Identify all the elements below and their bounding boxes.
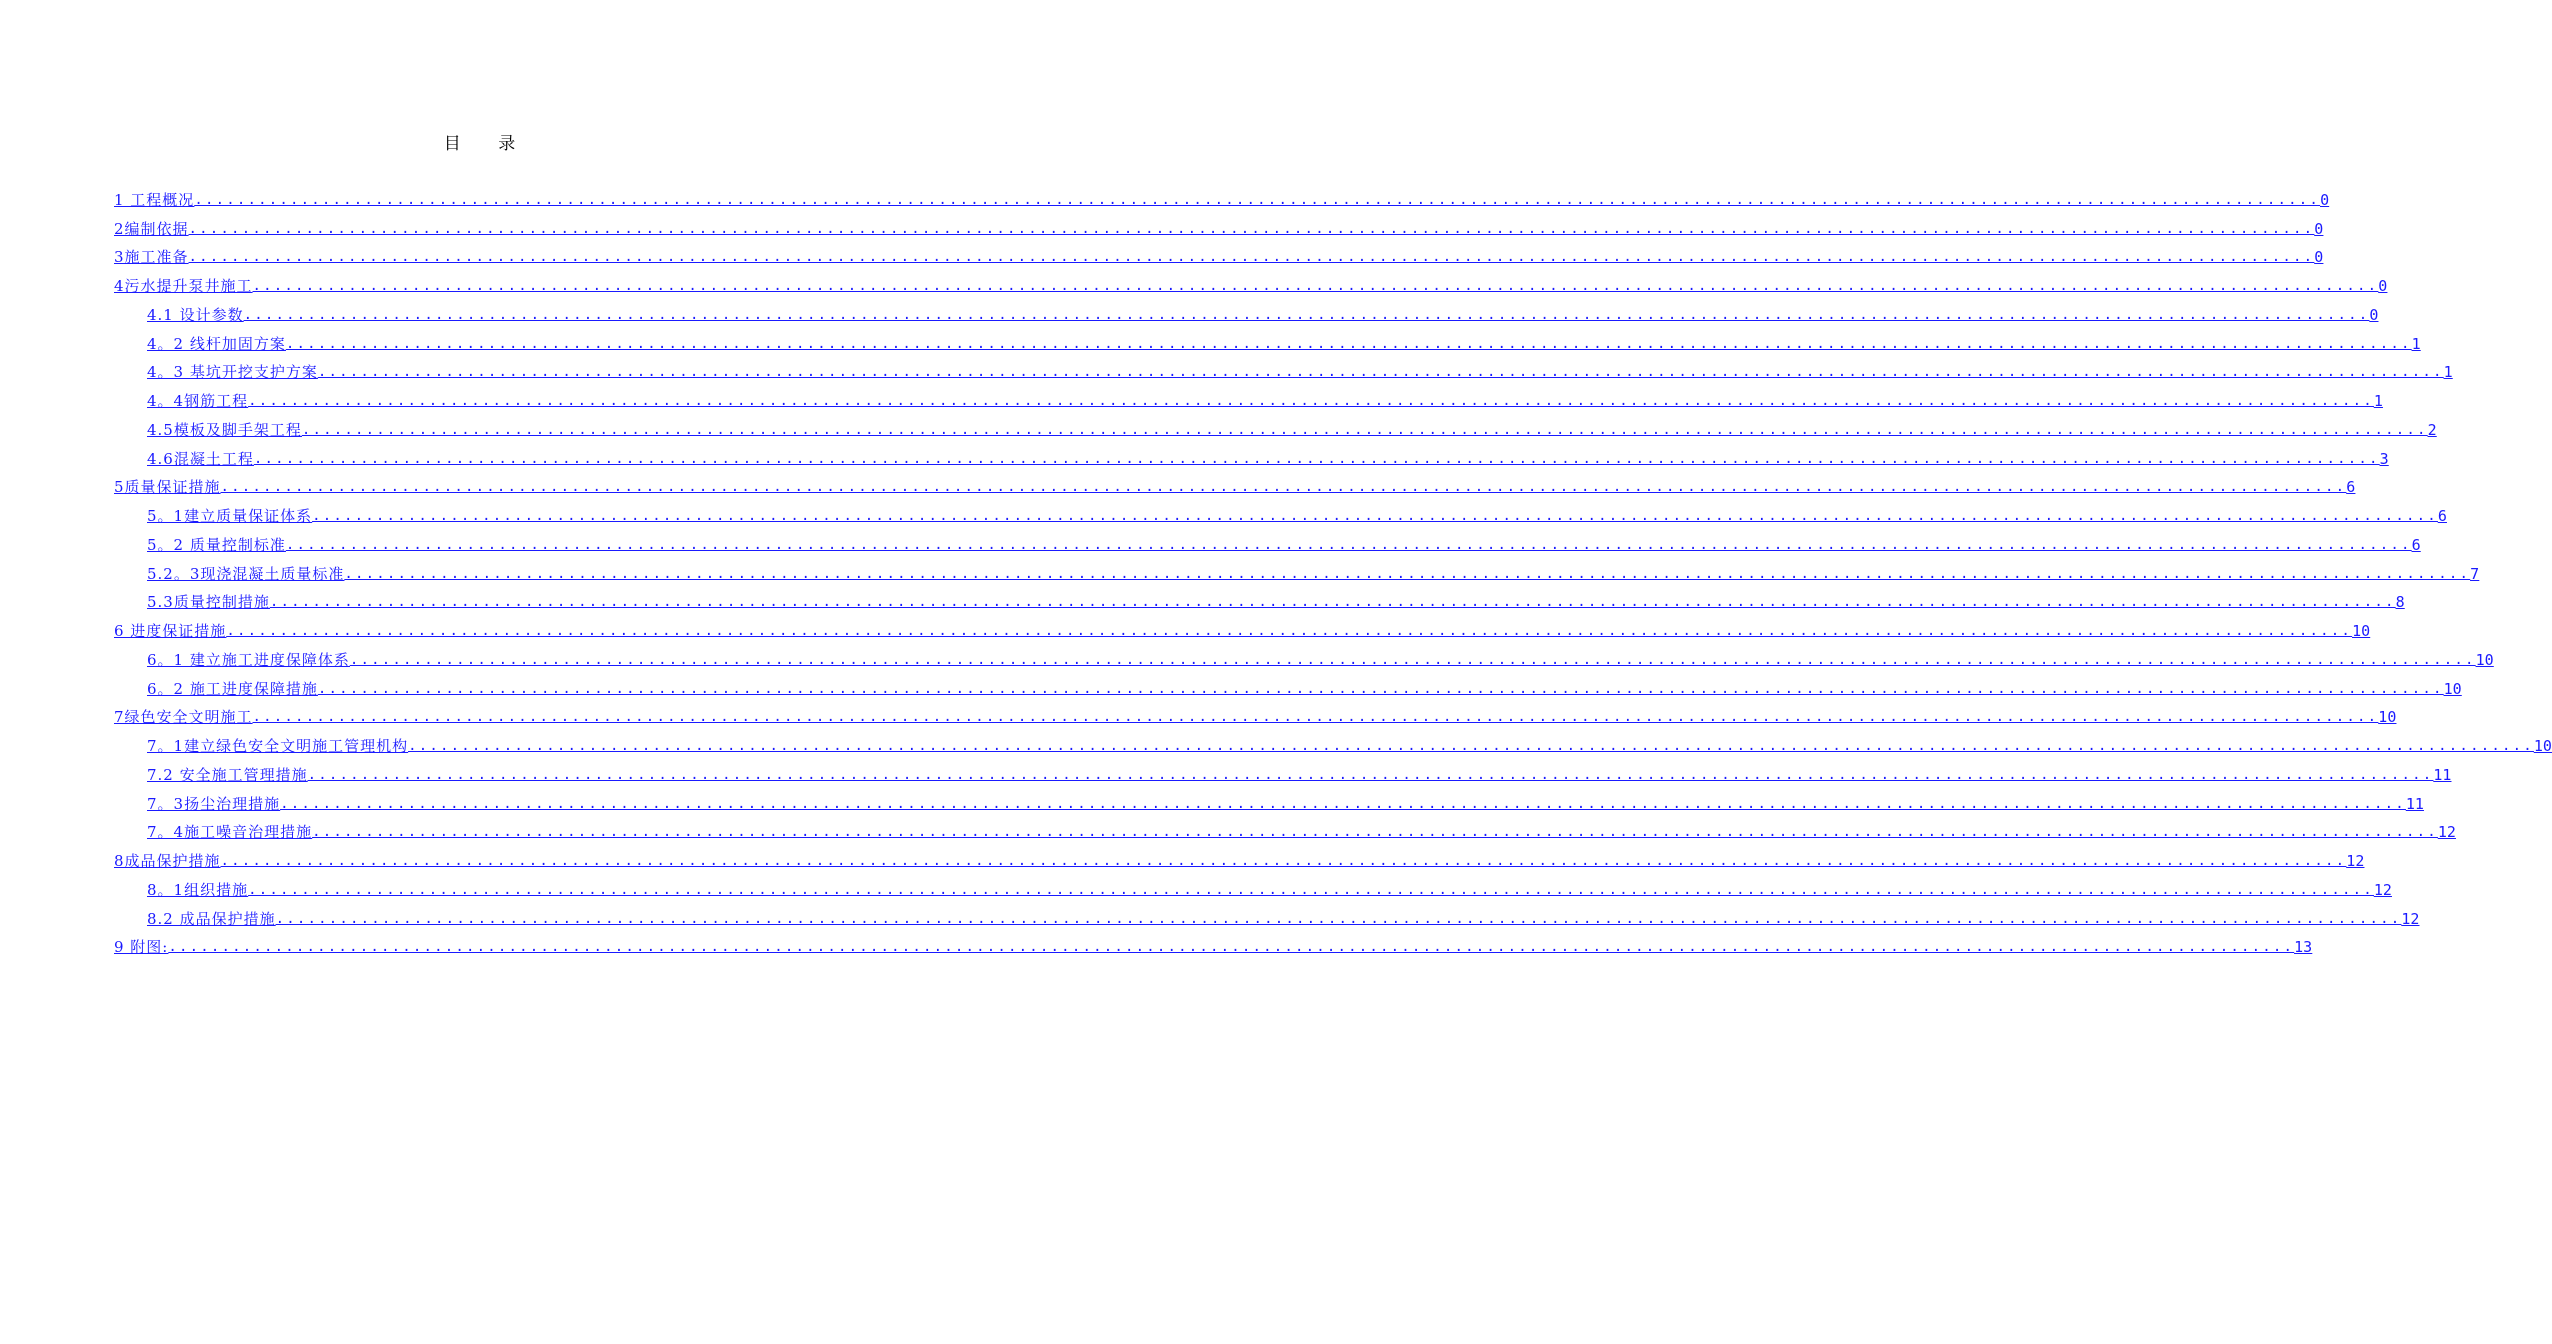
toc-entry-page: 11 — [2405, 794, 2424, 813]
toc-entry[interactable] — [114, 787, 2424, 816]
toc-entry-label: 5质量保证措施 — [114, 478, 221, 497]
toc-dot-leader: ........................................................................................................................................................................................................ — [248, 393, 2374, 409]
toc-entry[interactable] — [114, 413, 2437, 442]
toc-dot-leader: ........................................................................................................................................................................................................ — [253, 450, 2380, 467]
toc-entry-page: 1 — [2411, 334, 2421, 353]
toc-entry-label: 6。2 施工进度保障措施 — [147, 679, 318, 698]
toc-dot-leader: ........................................................................................................................................................................................................ — [248, 881, 2374, 898]
toc-entry[interactable] — [114, 528, 2421, 557]
toc-dot-leader: ........................................................................................................................................................................................................ — [317, 680, 2444, 697]
toc-entry-label: 1 工程概况 — [114, 190, 195, 209]
toc-entry-label: 7绿色安全文明施工 — [114, 708, 253, 727]
toc-entry-label: 5.3质量控制措施 — [147, 593, 270, 612]
toc-dot-leader: ........................................................................................................................................................................................................ — [188, 220, 2315, 237]
toc-entry[interactable] — [114, 327, 2421, 356]
toc-entry-page: 12 — [2373, 880, 2392, 899]
toc-entry-page: 1 — [2373, 392, 2383, 410]
toc-entry-page: 13 — [2294, 938, 2313, 957]
toc-entry[interactable] — [114, 557, 2480, 586]
toc-entry[interactable] — [114, 902, 2420, 931]
toc-entry[interactable] — [114, 701, 2397, 730]
toc-entry-page: 12 — [2437, 823, 2456, 842]
toc-entry[interactable] — [114, 643, 2494, 672]
toc-entry-page: 6 — [2346, 478, 2356, 497]
toc-entry-label: 7。1建立绿色安全文明施工管理机构 — [147, 737, 409, 755]
toc-entry-label: 5.2。3现浇混凝土质量标准 — [147, 564, 345, 583]
toc-entry[interactable] — [114, 298, 2379, 327]
toc-dot-leader: ........................................................................................................................................................................................................ — [280, 795, 2406, 812]
toc-entry[interactable] — [114, 241, 2324, 270]
toc-entry-page: 10 — [2352, 622, 2371, 640]
toc-entry[interactable] — [114, 356, 2453, 385]
toc-dot-leader: ........................................................................................................................................................................................................ — [243, 306, 2370, 323]
toc-dot-leader: ........................................................................................................................................................................................................ — [220, 853, 2347, 869]
toc-entry-label: 5。1建立质量保证体系 — [147, 507, 313, 525]
toc-entry[interactable] — [114, 931, 2313, 960]
toc-dot-leader: ........................................................................................................................................................................................................ — [307, 766, 2434, 783]
toc-title: 目 录 — [443, 134, 532, 154]
toc-entry-page: 12 — [2346, 852, 2365, 870]
toc-dot-leader: ........................................................................................................................................................................................................ — [312, 508, 2438, 524]
toc-entry-label: 7。4施工噪音治理措施 — [147, 823, 313, 842]
toc-entry[interactable] — [114, 614, 2371, 643]
toc-dot-leader: ........................................................................................................................................................................................................ — [408, 738, 2534, 754]
toc-entry[interactable] — [114, 873, 2392, 902]
toc-dot-leader: ........................................................................................................................................................................................................ — [188, 249, 2315, 266]
toc-entry[interactable] — [114, 844, 2365, 873]
toc-entry[interactable] — [114, 499, 2447, 528]
toc-entry-page: 10 — [2533, 737, 2552, 755]
toc-entry-label: 5。2 质量控制标准 — [147, 535, 286, 554]
toc-dot-leader: ........................................................................................................................................................................................................ — [344, 565, 2471, 582]
toc-entry-page: 1 — [2443, 363, 2453, 382]
toc-entry-page: 2 — [2427, 420, 2437, 439]
table-of-contents — [114, 183, 2552, 959]
toc-entry-page: 10 — [2443, 679, 2462, 698]
toc-entry-label: 7。3扬尘治理措施 — [147, 794, 281, 813]
toc-entry-page: 7 — [2470, 564, 2480, 583]
toc-entry-label: 7.2 安全施工管理措施 — [147, 765, 308, 784]
toc-dot-leader: ........................................................................................................................................................................................................ — [269, 594, 2396, 611]
toc-dot-leader: ........................................................................................................................................................................................................ — [252, 278, 2379, 294]
toc-entry[interactable] — [114, 586, 2405, 615]
toc-entry[interactable] — [114, 183, 2330, 212]
toc-entry[interactable] — [114, 269, 2388, 298]
toc-entry-label: 4污水提升泵井施工 — [114, 277, 253, 295]
toc-entry-page: 0 — [2314, 219, 2324, 238]
toc-entry-label: 2编制依据 — [114, 219, 189, 238]
toc-dot-leader: ........................................................................................................................................................................................................ — [220, 479, 2347, 496]
toc-entry-page: 0 — [2378, 277, 2388, 295]
toc-entry-page: 0 — [2314, 248, 2324, 267]
toc-entry-label: 4。4钢筋工程 — [147, 392, 249, 410]
toc-dot-leader: ........................................................................................................................................................................................................ — [317, 364, 2444, 381]
toc-entry[interactable] — [114, 442, 2389, 471]
toc-entry-page: 3 — [2379, 449, 2389, 468]
toc-entry-page: 12 — [2401, 909, 2420, 928]
toc-entry-page: 6 — [2411, 535, 2421, 554]
toc-entry-page: 0 — [2320, 190, 2330, 209]
toc-dot-leader: ........................................................................................................................................................................................................ — [301, 421, 2428, 438]
toc-entry[interactable] — [114, 471, 2356, 500]
toc-entry[interactable] — [114, 729, 2552, 758]
toc-dot-leader: ........................................................................................................................................................................................................ — [252, 709, 2379, 726]
toc-dot-leader: ........................................................................................................................................................................................................ — [168, 939, 2295, 956]
toc-entry-page: 6 — [2437, 507, 2447, 525]
toc-entry-label: 4。2 线杆加固方案 — [147, 334, 286, 353]
toc-dot-leader: ........................................................................................................................................................................................................ — [285, 536, 2412, 553]
toc-entry-label: 6 进度保证措施 — [114, 622, 227, 640]
toc-entry-label: 8成品保护措施 — [114, 852, 221, 870]
toc-entry-label: 9 附图: — [114, 938, 169, 957]
toc-entry-label: 8。1组织措施 — [147, 880, 249, 899]
toc-dot-leader: ........................................................................................................................................................................................................ — [194, 191, 2321, 208]
toc-dot-leader: ........................................................................................................................................................................................................ — [285, 335, 2412, 352]
toc-dot-leader: ........................................................................................................................................................................................................ — [226, 623, 2353, 639]
toc-entry-page: 0 — [2369, 305, 2379, 324]
toc-entry-label: 8.2 成品保护措施 — [147, 909, 276, 928]
toc-entry-label: 4.1 设计参数 — [147, 305, 244, 324]
toc-entry-label: 4.5模板及脚手架工程 — [147, 420, 302, 439]
toc-dot-leader: ........................................................................................................................................................................................................ — [275, 910, 2402, 927]
toc-entry-label: 6。1 建立施工进度保障体系 — [147, 650, 350, 669]
toc-entry[interactable] — [114, 672, 2462, 701]
toc-entry[interactable] — [114, 212, 2324, 241]
toc-entry-page: 10 — [2475, 650, 2494, 669]
toc-entry-label: 4.6混凝土工程 — [147, 449, 254, 468]
toc-entry-page: 10 — [2378, 708, 2397, 727]
toc-entry[interactable] — [114, 816, 2456, 845]
toc-dot-leader: ........................................................................................................................................................................................................ — [312, 824, 2438, 841]
toc-entry[interactable] — [114, 384, 2383, 413]
toc-entry-page: 11 — [2433, 765, 2452, 784]
toc-dot-leader: ........................................................................................................................................................................................................ — [349, 651, 2476, 668]
toc-entry[interactable] — [114, 758, 2452, 787]
toc-entry-label: 4。3 基坑开挖支护方案 — [147, 363, 318, 382]
toc-entry-label: 3施工准备 — [114, 248, 189, 267]
toc-entry-page: 8 — [2395, 593, 2405, 612]
